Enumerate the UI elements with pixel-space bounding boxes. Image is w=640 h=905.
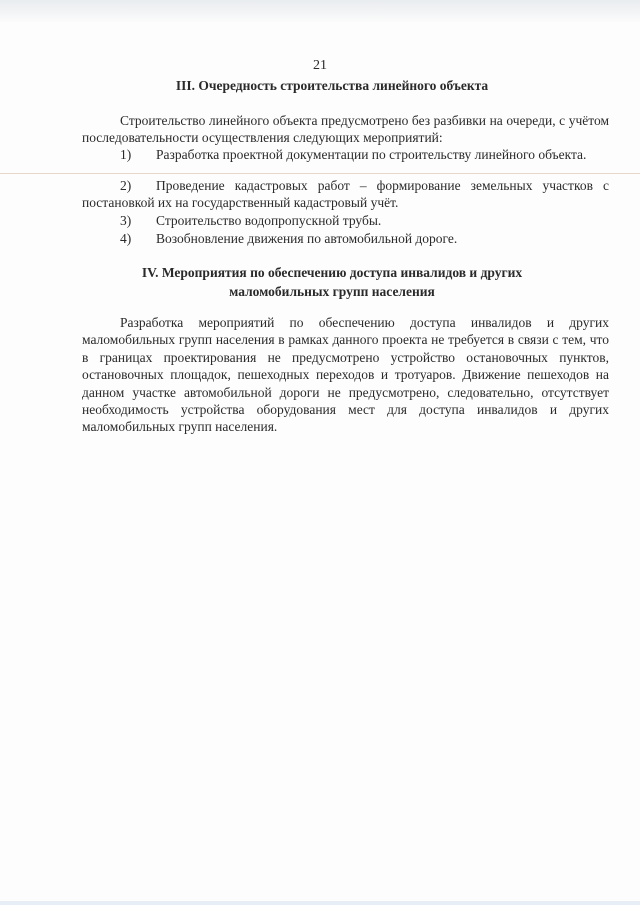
list-item-number: 2) — [120, 178, 132, 193]
section-4-body: Разработка мероприятий по обеспечению доступа инвалидов и других маломобильных групп населения в рамках данного проекта не требуется в связи с тем, что в границах проектирования не предусмотрено устройство остановочных пунктов, остановочных площадок, пешеходных переходов и тротуаров. Движение пешеходов на данном участке автомобильной дороги не предусмотрено, следовательно, отсутствует необходимость устройства оборудования мест для доступа инвалидов и других маломобильных групп населения. — [82, 315, 609, 435]
list-item — [82, 146, 609, 163]
section-4-title — [82, 263, 582, 301]
section-3-intro: Строительство линейного объекта предусмотрено без разбивки на очереди, с учётом последовательности осуществления следующих мероприятий: — [82, 113, 609, 146]
list-item — [82, 177, 609, 212]
list-item-number: 3) — [120, 213, 132, 228]
list-item-text: Проведение кадастровых работ – формирование земельных участков с постановкой их на государственный кадастровый учёт. — [82, 178, 609, 211]
list-item-text: Разработка проектной документации по строительству линейного объекта. — [156, 147, 587, 162]
list-item-number: 1) — [120, 147, 132, 162]
scan-artifact-line — [0, 173, 640, 174]
scan-shadow-bottom — [0, 901, 640, 905]
list-item-number: 4) — [120, 231, 132, 246]
list-item — [82, 230, 609, 247]
list-item-text: Возобновление движения по автомобильной дороге. — [156, 231, 458, 246]
list-item — [82, 212, 609, 229]
page-number: 21 — [313, 58, 327, 73]
list-item-text: Строительство водопропускной трубы. — [156, 213, 382, 228]
section-4-title-line-1: IV. Мероприятия по обеспечению доступа инвалидов и других — [141, 265, 523, 280]
section-4-title-line-2: маломобильных групп населения — [229, 284, 435, 299]
scan-shadow-top — [0, 0, 640, 22]
section-3-title: III. Очередность строительства линейного объекта — [175, 78, 489, 93]
